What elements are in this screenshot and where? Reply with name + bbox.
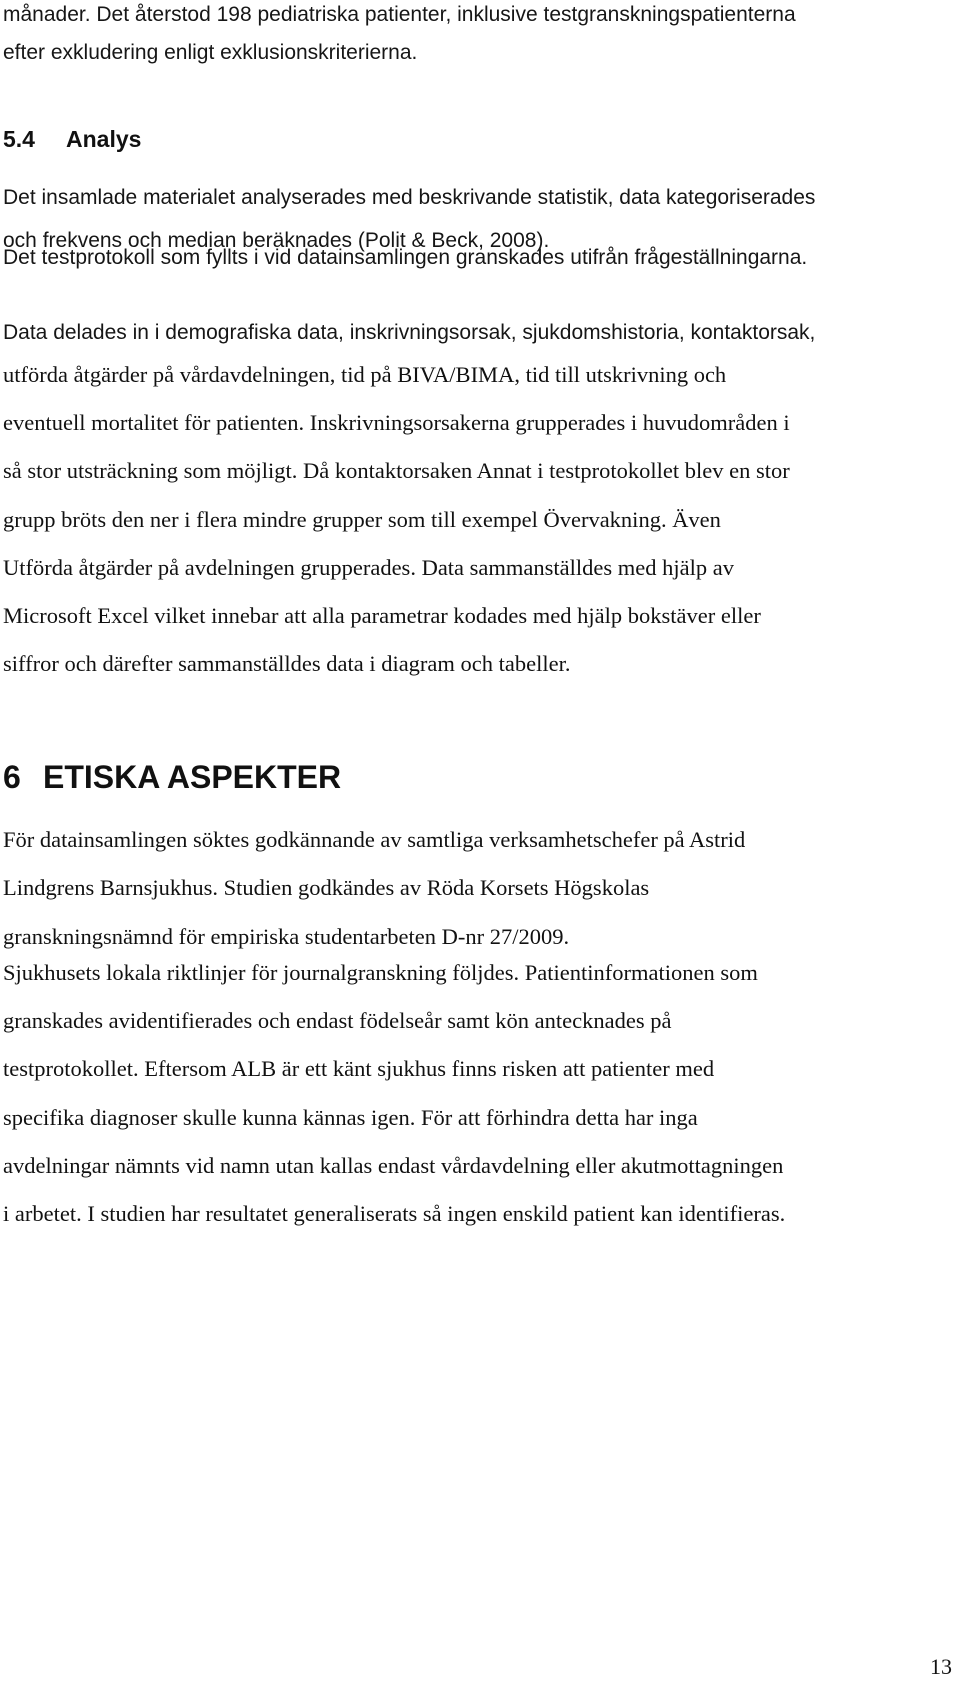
paragraph-line: siffror och därefter sammanställdes data i diagram och tabeller. xyxy=(3,651,571,676)
paragraph-line: Lindgrens Barnsjukhus. Studien godkändes av Röda Korsets Högskolas xyxy=(3,875,650,900)
intro-line: månader. Det återstod 198 pediatriska patienter, inklusive testgranskningspatienterna xyxy=(3,3,796,26)
paragraph-line: För datainsamlingen söktes godkännande av samtliga verksamhetschefer på Astrid xyxy=(3,827,746,852)
paragraph-line: eventuell mortalitet för patienten. Inskrivningsorsakerna grupperades i huvudområden i xyxy=(3,410,790,435)
paragraph-line: granskades avidentifierades och endast födelseår samt kön antecknades på xyxy=(3,1008,672,1033)
page-number: 13 xyxy=(930,1654,952,1679)
paragraph-line: Utförda åtgärder på avdelningen grupperades. Data sammanställdes med hjälp av xyxy=(3,555,734,580)
section-number: 6 xyxy=(3,759,21,795)
section-title: ETISKA ASPEKTER xyxy=(43,759,342,795)
section-number: 5.4 xyxy=(3,126,35,152)
paragraph-line: granskningsnämnd för empiriska studentarbeten D-nr 27/2009. xyxy=(3,924,570,949)
section-heading-6 xyxy=(3,761,341,793)
paragraph-line: så stor utsträckning som möjligt. Då kontaktorsaken Annat i testprotokollet blev en stor xyxy=(3,458,790,483)
paragraph-line: i arbetet. I studien har resultatet generaliserats så ingen enskild patient kan identifieras. xyxy=(3,1201,786,1226)
intro-line: efter exkludering enligt exklusionskriterierna. xyxy=(3,41,418,64)
paragraph-line: Det testprotokoll som fyllts i vid datainsamlingen granskades utifrån frågeställningarna. xyxy=(3,246,808,269)
paragraph-line: grupp bröts den ner i flera mindre grupper som till exempel Övervakning. Även xyxy=(3,507,721,532)
paragraph-line: avdelningar nämnts vid namn utan kallas endast vårdavdelning eller akutmottagningen xyxy=(3,1153,784,1178)
paragraph-line: utförda åtgärder på vårdavdelningen, tid på BIVA/BIMA, tid till utskrivning och xyxy=(3,362,727,387)
paragraph-line: Microsoft Excel vilket innebar att alla parametrar kodades med hjälp bokstäver eller xyxy=(3,603,761,628)
paragraph-line: Sjukhusets lokala riktlinjer för journalgranskning följdes. Patientinformationen som xyxy=(3,960,758,985)
paragraph-line: testprotokollet. Eftersom ALB är ett känt sjukhus finns risken att patienter med xyxy=(3,1056,715,1081)
section-title: Analys xyxy=(66,126,142,152)
paragraph-line: specifika diagnoser skulle kunna kännas igen. För att förhindra detta har inga xyxy=(3,1105,698,1130)
paragraph-line: Det insamlade materialet analyserades med beskrivande statistik, data kategoriserades xyxy=(3,186,816,209)
paragraph-line: och frekvens och median beräknades (Polit & Beck, 2008). xyxy=(3,229,550,252)
paragraph-line: Data delades in i demografiska data, inskrivningsorsak, sjukdomshistoria, kontaktorsak, xyxy=(3,321,816,344)
section-heading-5-4 xyxy=(3,128,141,151)
